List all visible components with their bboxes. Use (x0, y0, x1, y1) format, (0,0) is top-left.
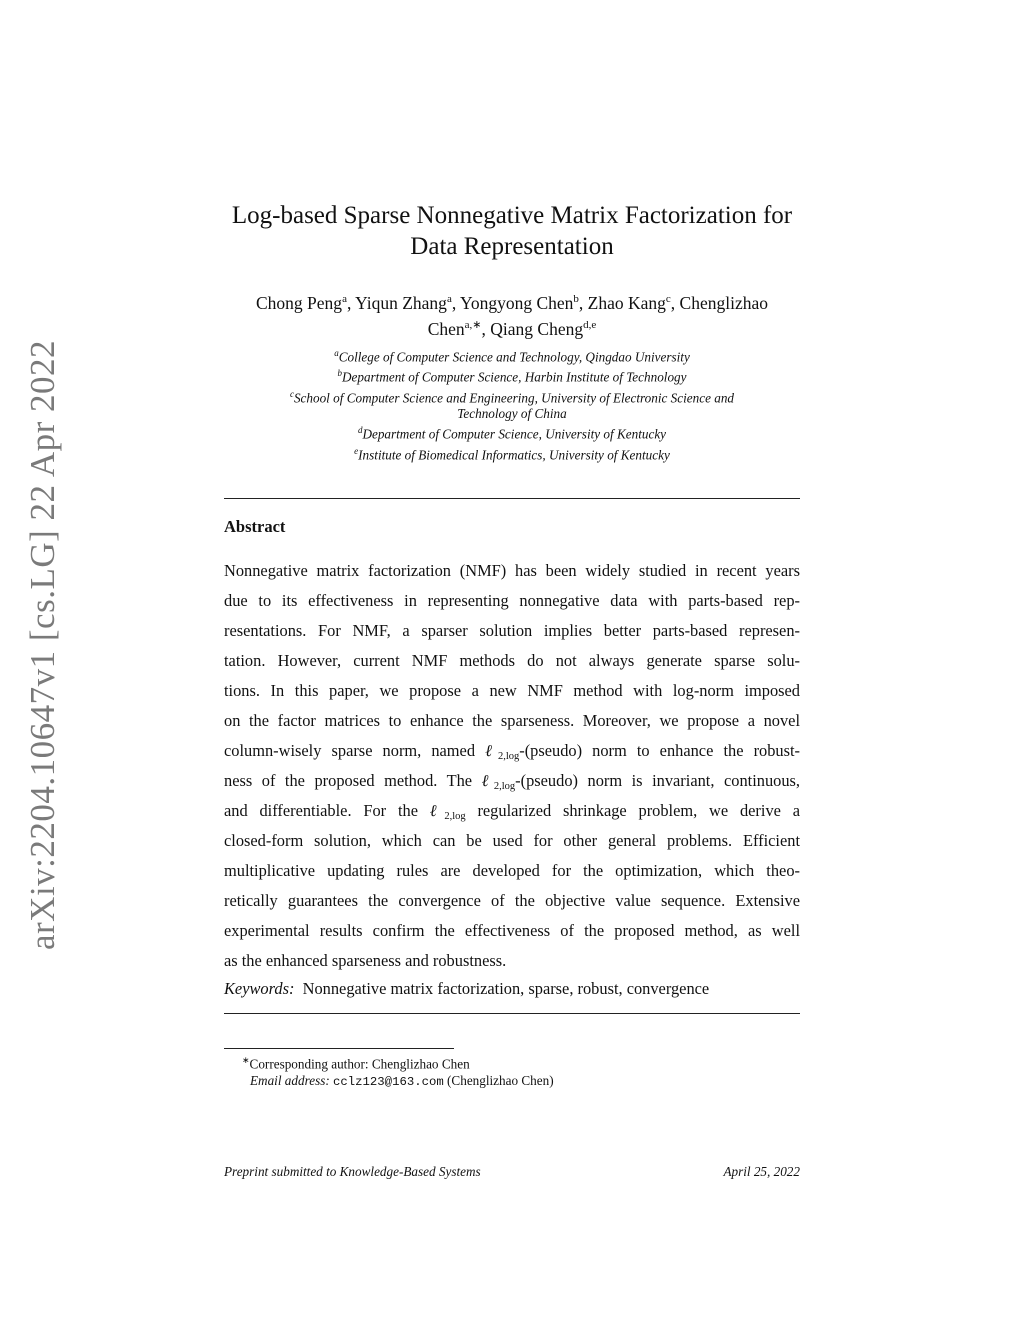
norm-subscript: 2,log (444, 811, 466, 822)
affiliation (200, 365, 824, 385)
keywords (224, 979, 709, 999)
email-label: Email address: (250, 1073, 330, 1089)
arxiv-identifier-stamp (19, 339, 67, 951)
author-affil-mark: a (446, 293, 452, 305)
keywords-text: Nonnegative matrix factorization, sparse, robust, convergence (302, 979, 710, 998)
abstract-line: due to its effectiveness in representing nonnegative data with parts-based rep- (224, 591, 800, 610)
affiliation (200, 422, 824, 442)
author-name: Yongyong Chen (459, 292, 574, 313)
author-affil-mark: a (342, 293, 347, 305)
affiliation-text: College of Computer Science and Technology, Qingdao University (338, 349, 690, 365)
paper-title (200, 200, 824, 262)
affiliation-list (200, 345, 824, 463)
abstract-line: tions. In this paper, we propose a new NMF method with log-norm imposed (224, 681, 800, 700)
author-name: Chen (427, 318, 465, 339)
title-line-1: Log-based Sparse Nonnegative Matrix Factorization for (231, 202, 793, 229)
author-name: Chenglizhao (679, 292, 768, 313)
affiliation-mark: b (337, 368, 342, 379)
abstract-top-rule (224, 498, 800, 499)
author-affil-mark: d,e (583, 318, 597, 331)
abstract-text: regularized shrinkage problem, we derive a (465, 801, 801, 820)
preprint-note: Preprint submitted to Knowledge-Based Systems (224, 1164, 481, 1179)
author-line-1: Chong Peng$^a$, Yiqun Zhang$^a$, Yongyong Chen$^b$, Zhao Kang$^c$, Chenglizhao (256, 292, 768, 313)
author-name: Chong Peng (256, 292, 343, 313)
author-name: Qiang Cheng (490, 318, 584, 339)
arxiv-stamp-text: arXiv:2204.10647v1 [cs.LG] 22 Apr 2022 (23, 339, 63, 951)
preprint-date: April 25, 2022 (723, 1164, 800, 1179)
abstract-line (224, 766, 800, 796)
affiliation-mark: e (354, 445, 359, 456)
abstract-line: tation. However, current NMF methods do not always generate sparse solu- (224, 651, 800, 670)
abstract-line: multiplicative updating rules are developed for the optimization, which theo- (224, 861, 800, 880)
abstract-line: closed-form solution, which can be used for other general problems. Efficient (224, 831, 800, 850)
affiliation-text: Department of Computer Science, University of Kentucky (362, 426, 667, 442)
affiliation-mark: a (334, 348, 339, 358)
affiliation-text: Department of Computer Science, Harbin Institute of Technology (341, 369, 687, 385)
abstract-bottom-rule (224, 1013, 800, 1014)
abstract-text: -(pseudo) norm is invariant, continuous, (515, 771, 801, 790)
abstract-line: retically guarantees the convergence of the objective value sequence. Extensive (224, 891, 800, 910)
abstract-line: resentations. For NMF, a sparser solution implies better parts-based represen- (224, 621, 800, 640)
affiliation-mark: d (357, 425, 363, 436)
affiliation-text: Institute of Biomedical Informatics, University of Kentucky (358, 446, 670, 462)
abstract-line: as the enhanced sparseness and robustness. (224, 951, 507, 970)
affiliation-text: School of Computer Science and Engineering, University of Electronic Science and (293, 390, 735, 406)
abstract-body (224, 556, 800, 976)
footnote-mark: ∗ (242, 1055, 250, 1065)
norm-symbol: ℓ (429, 801, 445, 820)
abstract-line (224, 796, 800, 826)
author-affil-mark: a,∗ (464, 318, 482, 331)
norm-subscript: 2,log (497, 751, 520, 762)
abstract-line: Nonnegative matrix factorization (NMF) has been widely studied in recent years (224, 561, 800, 580)
author-affil-mark: c (665, 293, 671, 305)
abstract-text: ness of the proposed method. The (224, 771, 482, 790)
abstract-text: column-wisely sparse norm, named (224, 741, 486, 760)
affiliation-mark: c (289, 388, 294, 399)
title-line-2: Data Representation (410, 233, 614, 260)
corresponding-author-note (224, 1052, 554, 1072)
abstract-text: and differentiable. For the (224, 801, 430, 820)
email-owner: (Chenglizhao Chen) (447, 1073, 554, 1089)
norm-subscript: 2,log (493, 781, 516, 792)
footnote-rule (224, 1048, 454, 1049)
author-line-2: Chen$^{a,∗}$, Qiang Cheng$^{d,e}$ (427, 318, 597, 339)
keywords-label: Keywords: (224, 979, 295, 998)
abstract-heading: Abstract (224, 517, 286, 536)
abstract-line (224, 736, 800, 766)
corresponding-author-text: Corresponding author: Chenglizhao Chen (249, 1056, 470, 1072)
norm-symbol: ℓ (485, 741, 498, 760)
affiliation (200, 345, 824, 365)
email-note (224, 1072, 554, 1091)
abstract-line: experimental results confirm the effectiveness of the proposed method, as well (224, 921, 800, 940)
affiliation (200, 443, 824, 463)
author-list (200, 288, 824, 340)
author-name: Yiqun Zhang (355, 292, 447, 313)
author-affil-mark: b (573, 293, 579, 305)
norm-symbol: ℓ (481, 771, 494, 790)
abstract-line: on the factor matrices to enhance the sparseness. Moreover, we propose a novel (224, 711, 800, 730)
affiliation (200, 386, 824, 406)
affiliation (200, 406, 824, 422)
affiliation-text: Technology of China (457, 406, 567, 422)
email-address[interactable]: cclz123@163.com (333, 1075, 444, 1090)
footnote (224, 1052, 554, 1091)
author-name: Zhao Kang (587, 292, 666, 313)
abstract-text: -(pseudo) norm to enhance the robust- (519, 741, 801, 760)
